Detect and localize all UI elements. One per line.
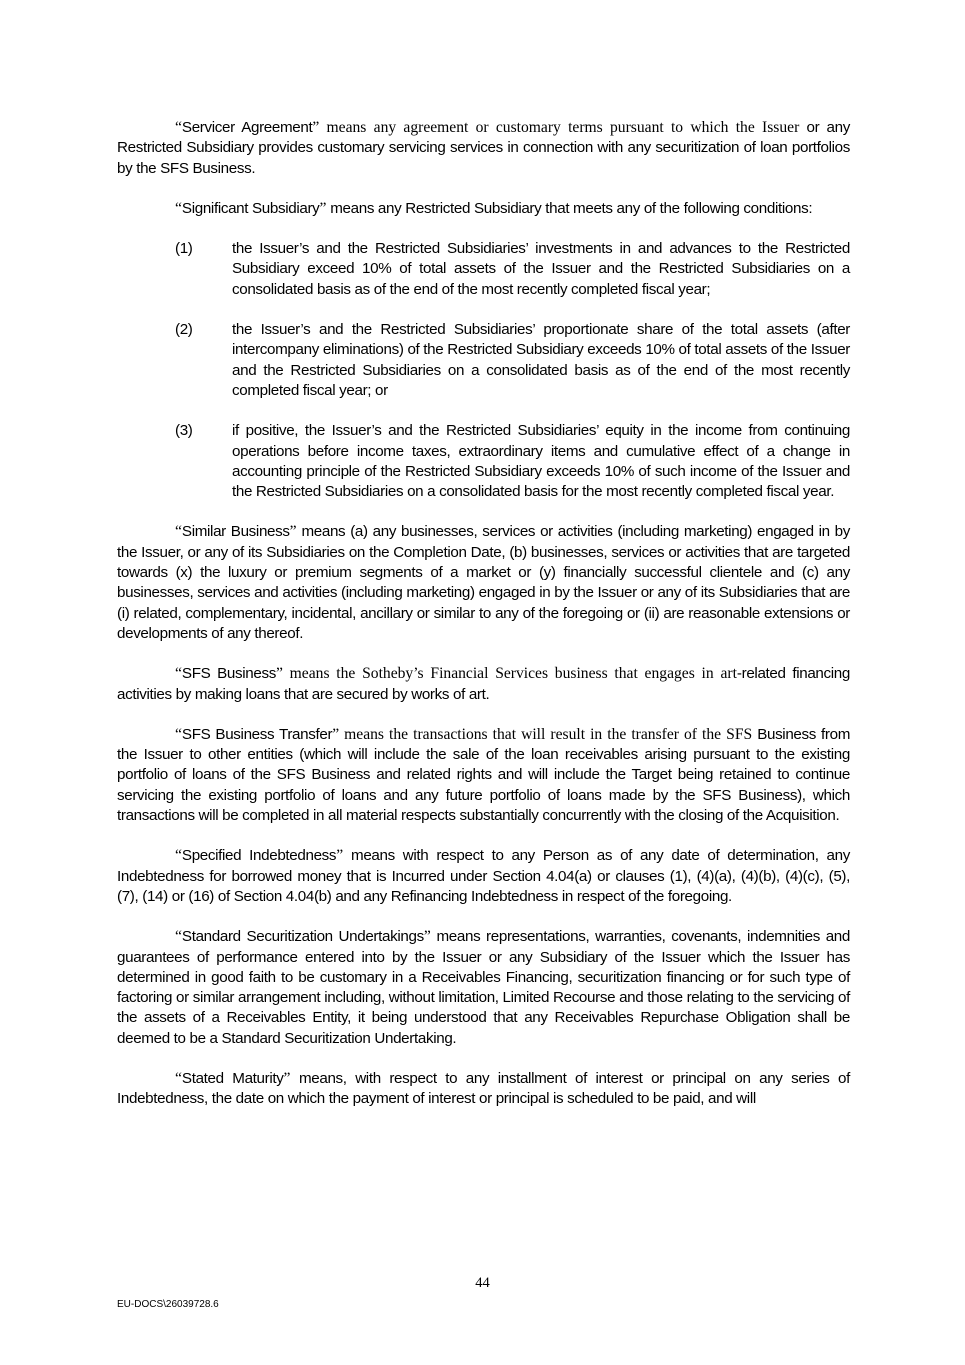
definition-text: means, with respect to any installment of interest or principal on any series of Indebtedness, the date on which the payment of interest or principal is scheduled to be paid, and will xyxy=(117,1069,850,1108)
definition-specified-indebtedness xyxy=(117,846,850,907)
open-quote: “ xyxy=(175,665,182,683)
list-item-number: (1) xyxy=(175,240,193,258)
close-quote: ” xyxy=(336,847,344,865)
close-quote: ” xyxy=(283,1069,291,1087)
list-item-text: if positive, the Issuer’s and the Restricted Subsidiaries’ equity in the income from continuing operations before income taxes, extraordinary items and cumulative effect of a change in accounting principle of the Restricted Subsidiary exceeds 10% of such income of the Issuer and the Restricted Subsidiaries on a consolidated basis for the most recently completed fiscal year. xyxy=(232,422,850,501)
list-item xyxy=(117,320,850,401)
definition-text-serif: means the Sotheby’s Financial Services business that engages in art xyxy=(282,665,737,683)
open-quote: “ xyxy=(175,725,182,743)
open-quote: “ xyxy=(175,1069,182,1087)
definition-text-serif: means any agreement or customary terms pursuant to which the Issuer xyxy=(319,119,800,136)
defined-term: Stated Maturity xyxy=(181,1069,284,1087)
defined-term: Significant Subsidiary xyxy=(181,199,320,217)
definition-text: means representations, warranties, covenants, indemnities and guarantees of performance entered into by the Issuer or any Subsidiary of the Issuer which the Issuer has determined in good faith to be customary in a Receivables Financing, securitization financing or for such type of factoring or similar arrangement including, without limitation, Limited Recourse and those relating to the servicing of the assets of a Receivables Entity, it being understood that any Receivables Repurchase Obligation shall be deemed to be a Standard Securitization Undertaking. xyxy=(117,928,850,1047)
definition-text: Business from the Issuer to other entities (which will include the sale of the loan receivables arising pursuant to the existing portfolio of loans of the SFS Business and related rights and will include the Target being retained to continue servicing the existing portfolio of loans and any future portfolio of loans made by the SFS Business), which transactions will be completed in all material respects substantially concurrently with the closing of the Acquisition. xyxy=(117,725,851,825)
definition-text: means any Restricted Subsidiary that meets any of the following conditions: xyxy=(326,199,813,217)
definition-text: means (a) any businesses, services or activities (including marketing) engaged in by the Issuer, or any of its Subsidiaries on the Completion Date, (b) businesses, services or activities that are targeted towards (x) the luxury or premium segments of a market or (y) financially successful clientele and (c) any businesses, services and activities (including marketing) engaged in by the Issuer or any of its Subsidiaries that are (i) related, complementary, incidental, ancillary or similar to any of the foregoing or (ii) are reasonable extensions or developments of any thereof. xyxy=(117,523,850,642)
document-reference: EU-DOCS\26039728.6 xyxy=(117,1299,219,1310)
list-item-number: (3) xyxy=(175,422,193,440)
defined-term: Standard Securitization Undertakings xyxy=(181,928,424,946)
definition-similar-business xyxy=(117,522,850,644)
document-page xyxy=(117,118,850,1130)
defined-term: Servicer Agreement xyxy=(181,119,313,136)
open-quote: “ xyxy=(175,847,182,865)
definition-text: -related financing activities by making loans that are secured by works of art. xyxy=(117,665,850,703)
definition-stated-maturity xyxy=(117,1069,850,1110)
list-item-text: the Issuer’s and the Restricted Subsidiaries’ investments in and advances to the Restricted Subsidiary exceed 10% of total assets of the Issuer and the Restricted Subsidiaries on a consolidated basis as of the end of the most recently completed fiscal year; xyxy=(232,240,850,298)
close-quote: ” xyxy=(319,199,327,217)
definition-text: means with respect to any Person as of any date of determination, any Indebtedness for borrowed money that is Incurred under Section 4.04(a) or clauses (1), (4)(a), (4)(b), (4)(c), (5), (7), (14) or (16) of Section 4.04(b) and any Refinancing Indebtedness in respect of the foregoing. xyxy=(117,847,850,905)
close-quote: ” xyxy=(332,725,340,743)
defined-term: Specified Indebtedness xyxy=(181,847,337,865)
close-quote: ” xyxy=(275,665,283,683)
open-quote: “ xyxy=(175,199,182,217)
list-item xyxy=(117,421,850,502)
close-quote: ” xyxy=(423,928,431,946)
conditions-list xyxy=(117,239,850,502)
open-quote: “ xyxy=(175,523,182,541)
defined-term: SFS Business Transfer xyxy=(181,725,333,743)
close-quote: ” xyxy=(289,523,297,541)
defined-term: SFS Business xyxy=(181,665,276,683)
definition-text: or any Restricted Subsidiary provides customary servicing services in connection with any securitization of loan portfolios by the SFS Business. xyxy=(117,119,850,177)
definition-standard-securitization-undertakings xyxy=(117,927,850,1049)
open-quote: “ xyxy=(175,928,182,946)
page-number: 44 xyxy=(475,1275,490,1291)
open-quote: “ xyxy=(175,119,182,136)
list-item-text: the Issuer’s and the Restricted Subsidiaries’ proportionate share of the total assets (after intercompany eliminations) of the Restricted Subsidiary exceeds 10% of total assets of the Issuer and the Restricted Subsidiaries on a consolidated basis as of the end of the most recently completed fiscal year; or xyxy=(232,321,850,399)
list-item xyxy=(117,239,850,300)
definition-sfs-business-transfer xyxy=(117,725,850,826)
definition-sfs-business xyxy=(117,664,850,705)
close-quote: ” xyxy=(312,119,320,136)
list-item-number: (2) xyxy=(175,321,193,339)
defined-term: Similar Business xyxy=(181,523,290,541)
definition-servicer-agreement xyxy=(117,118,850,179)
definition-significant-subsidiary xyxy=(117,199,850,219)
definition-text-serif: means the transactions that will result in the transfer of the SFS xyxy=(339,725,753,743)
